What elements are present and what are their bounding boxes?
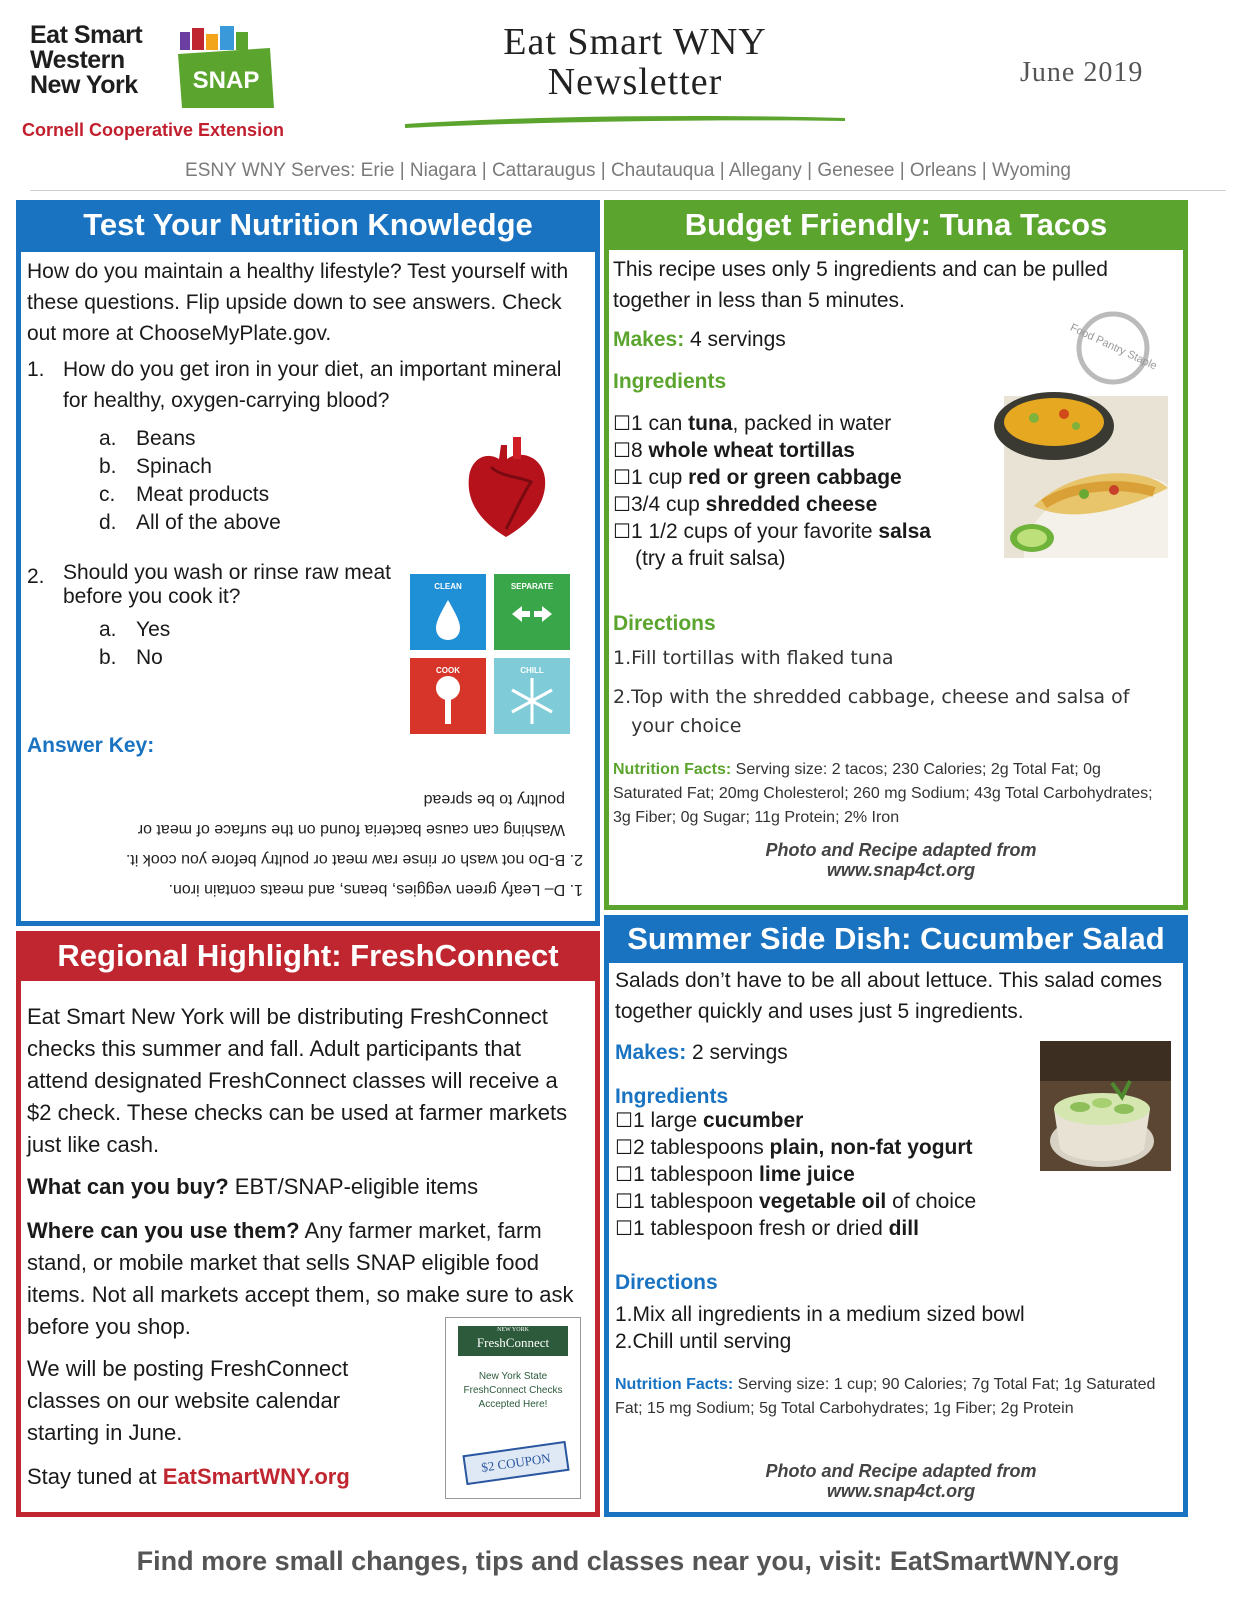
quiz-title: Test Your Nutrition Knowledge — [16, 200, 600, 250]
fresh-posting: We will be posting FreshConnect classes on our website calendar starting in June. — [27, 1356, 349, 1445]
ingredient-item[interactable]: ☐1 1/2 cups of your favorite salsa — [613, 519, 931, 543]
cce-label: Cornell Cooperative Extension — [22, 120, 285, 140]
salad-title: Summer Side Dish: Cucumber Salad — [604, 915, 1188, 963]
ingredient-item[interactable]: ☐1 large cucumber — [615, 1108, 804, 1132]
newsletter-title — [440, 22, 830, 102]
ingredient-item[interactable]: ☐3/4 cup shredded cheese — [613, 492, 878, 516]
salad-intro: Salads don’t have to be all about lettuce. This salad comes together quickly and uses just 5 ingredients. — [615, 969, 1163, 1023]
chill-label: CHILL — [520, 666, 544, 675]
ingredient-item[interactable]: ☐1 can tuna, packed in water — [613, 411, 892, 435]
tacos-body — [609, 250, 1183, 905]
question-number: 1. — [27, 358, 45, 381]
fresh-title: Regional Highlight: FreshConnect — [16, 931, 600, 981]
option-letter: c. — [99, 483, 116, 506]
directions-label: Directions — [615, 1271, 718, 1294]
title-line-1: Eat Smart WNY — [503, 21, 767, 63]
answer-line: poultry to be spread — [423, 791, 565, 808]
fresh-buy: What can you buy? EBT/SNAP-eligible items — [27, 1174, 479, 1199]
ingredient-note: (try a fruit salsa) — [635, 547, 786, 570]
coupon-graphic: $2 COUPON — [462, 1441, 569, 1485]
question-2: Should you wash or rinse raw meat before you cook it? — [63, 561, 391, 608]
direction-item: 1.Mix all ingredients in a medium sized bowl — [615, 1303, 1025, 1326]
counties-served: ESNY WNY Serves: Erie | Niagara | Cattaraugus | Chautauqua | Allegany | Genesee | Orleans | Wyoming — [185, 160, 1071, 181]
ingredients-list — [613, 410, 931, 572]
ingredient-item[interactable]: ☐8 whole wheat tortillas — [613, 438, 855, 462]
fresh-stay-tuned: Stay tuned at EatSmartWNY.org — [27, 1464, 350, 1489]
ingredient-item[interactable]: ☐1 tablespoon lime juice — [615, 1162, 855, 1186]
makes-value: 4 servings — [690, 328, 786, 351]
quiz-intro: How do you maintain a healthy lifestyle? Test yourself with these questions. Flip upside down to see answers. Check out more at ChooseMyPlate.gov. — [27, 260, 569, 345]
tacos-nutrition: Nutrition Facts: Serving size: 2 tacos; 230 Calories; 2g Total Fat; 0g Saturated Fat; 20mg Cholesterol; 260 mg Sodium; 43g Total Carbohydrates; 3g Fiber; 0g Sugar; 11g Protein; 2% Iron — [613, 761, 1153, 826]
food-safety-icon — [410, 574, 572, 736]
logo-text-line: Eat Smart — [30, 21, 143, 49]
option-letter: d. — [99, 511, 117, 534]
ingredient-item[interactable]: ☐1 cup red or green cabbage — [613, 465, 902, 489]
question-number: 2. — [27, 565, 45, 588]
answer-line: 1. D– Leafy green veggies, beans, and meats contain iron. — [168, 881, 583, 898]
heart-icon — [461, 437, 551, 542]
snap-text: SNAP — [192, 67, 260, 94]
question-1: How do you get iron in your diet, an important mineral for healthy, oxygen-carrying blood? — [63, 358, 562, 412]
cook-label: COOK — [436, 666, 460, 675]
fresh-where: Where can you use them? Any farmer market, farm stand, or mobile market that sells SNAP eligible food items. Not all markets accept them, so make sure to ask before you shop. — [27, 1218, 574, 1339]
food-pantry-badge — [1068, 310, 1159, 386]
makes-label: Makes: — [613, 328, 685, 351]
direction-item: 2.Chill until serving — [615, 1330, 792, 1353]
site-link[interactable]: EatSmartWNY.org — [162, 1464, 350, 1489]
quiz-body — [21, 252, 595, 921]
option-letter: b. — [99, 646, 117, 669]
answer-key-label: Answer Key: — [27, 734, 155, 757]
fresh-intro: Eat Smart New York will be distributing FreshConnect checks this summer and fall. Adult participants that attend designated FreshConnect classes will receive a $2 check. These checks can be used at farmer markets just like cash. — [27, 1004, 568, 1157]
freshconnect-sign — [445, 1317, 581, 1499]
option-text: Spinach — [136, 455, 212, 478]
directions-list — [615, 1301, 1025, 1355]
option-letter: a. — [99, 427, 117, 450]
option-text: Beans — [136, 427, 196, 450]
option-letter: a. — [99, 618, 117, 641]
esny-logo — [22, 21, 300, 142]
separate-label: SEPARATE — [510, 582, 554, 591]
title-underline-swoosh — [405, 112, 845, 130]
tacos-credit: Photo and Recipe adapted from www.snap4ct.org — [765, 840, 1037, 880]
ingredient-item[interactable]: ☐1 tablespoon fresh or dried dill — [615, 1216, 919, 1240]
ingredient-item[interactable]: ☐1 tablespoon vegetable oil of choice — [615, 1189, 977, 1213]
tacos-intro: This recipe uses only 5 ingredients and can be pulled together in less than 5 minutes. — [613, 258, 1108, 312]
directions-list — [613, 644, 1173, 741]
logo-text-line: New York — [30, 71, 138, 99]
option-text: No — [136, 646, 163, 669]
direction-item: 1. Fill tortillas with flaked tuna — [613, 647, 894, 669]
directions-label: Directions — [613, 612, 716, 635]
snap-bag-icon — [178, 24, 278, 110]
option-text: All of the above — [136, 511, 281, 534]
header-divider — [30, 190, 1226, 191]
cucumber-salad-panel — [604, 915, 1188, 1517]
quiz-panel — [16, 200, 600, 926]
tuna-tacos-panel — [604, 200, 1188, 910]
ingredients-label: Ingredients — [613, 370, 727, 393]
clean-label: CLEAN — [434, 582, 462, 591]
tuna-tacos-photo — [1004, 396, 1168, 558]
sign-text: New York State FreshConnect Checks Accepted Here! — [463, 1371, 563, 1410]
logo-text-line: Western — [30, 46, 125, 74]
issue-date: June 2019 — [1020, 57, 1144, 88]
tacos-title: Budget Friendly: Tuna Tacos — [604, 200, 1188, 250]
answer-line: 2. B-Do not wash or rinse raw meat or poultry before you cook it. — [125, 851, 583, 868]
ingredient-item[interactable]: ☐2 tablespoons plain, non-fat yogurt — [615, 1135, 973, 1159]
makes-label: Makes: — [615, 1041, 687, 1064]
direction-item: 2. Top with the shredded cabbage, cheese and salsa of your choice — [613, 686, 1130, 737]
ingredients-list — [615, 1107, 976, 1242]
badge-text: Food Pantry Staple — [1068, 321, 1159, 373]
salad-body — [609, 963, 1183, 1512]
fresh-body — [21, 981, 595, 1512]
cucumber-salad-photo — [1040, 1041, 1171, 1171]
salad-nutrition: Nutrition Facts: Serving size: 1 cup; 90 Calories; 7g Total Fat; 1g Saturated Fat; 15 mg Sodium; 5g Total Carbohydrates; 1g Fiber; 2g Protein — [615, 1376, 1156, 1417]
answer-line: Washing can cause bacteria found on the surface of meat or — [137, 821, 565, 838]
option-text: Yes — [136, 618, 171, 641]
upside-down-answers — [27, 774, 587, 904]
freshconnect-panel — [16, 931, 600, 1517]
footer-cta: Find more small changes, tips and classes near you, visit: EatSmartWNY.org — [136, 1546, 1120, 1576]
title-line-2: Newsletter — [547, 61, 723, 103]
sign-header: NEW YORK FreshConnect — [458, 1326, 568, 1356]
makes-value: 2 servings — [692, 1041, 788, 1064]
salad-credit: Photo and Recipe adapted from www.snap4ct.org — [765, 1461, 1037, 1501]
option-text: Meat products — [136, 483, 270, 506]
option-letter: b. — [99, 455, 117, 478]
ingredients-label: Ingredients — [615, 1085, 729, 1108]
